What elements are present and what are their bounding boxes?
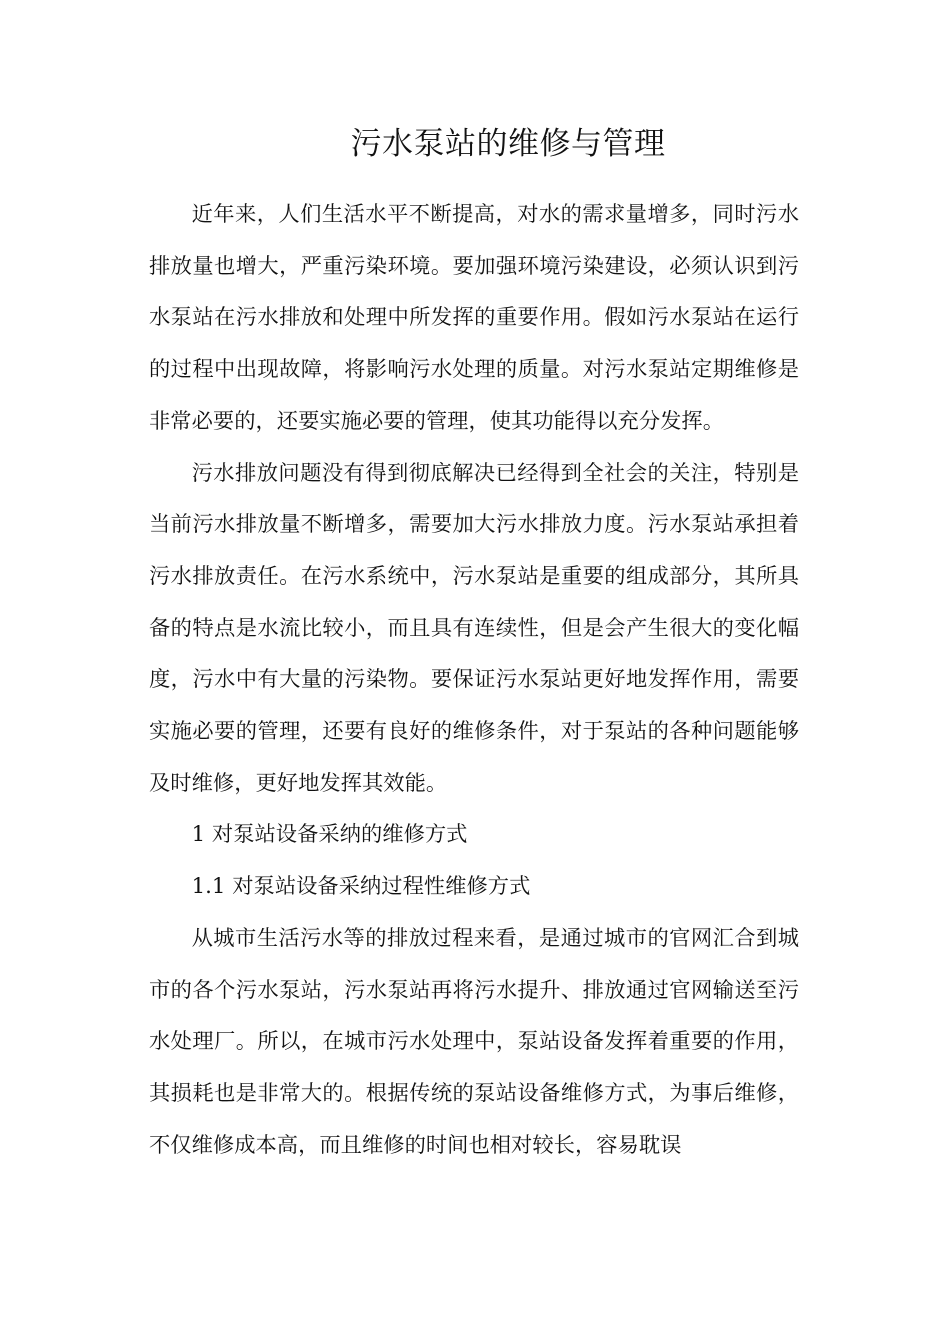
- document-title: 污水泵站的维修与管理: [350, 126, 666, 162]
- document-body: [149, 189, 799, 1171]
- section-heading-1: 1 对泵站设备采纳的维修方式: [191, 822, 468, 848]
- paragraph-intro: 近年来，人们生活水平不断提高，对水的需求量增多，同时污水排放量也增大，严重污染环境。要加强环境污染建设，必须认识到污水泵站在污水排放和处理中所发挥的重要作用。假如污水泵站在运行的过程中出现故障，将影响污水处理的质量。对污水泵站定期维修是非常必要的，还要实施必要的管理，使其功能得以充分发挥。: [149, 202, 799, 434]
- section-heading-1-1: 1.1 对泵站设备采纳过程性维修方式: [191, 874, 531, 900]
- paragraph-section-1-1: 从城市生活污水等的排放过程来看，是通过城市的官网汇合到城市的各个污水泵站，污水泵站再将污水提升、排放通过官网输送至污水处理厂。所以，在城市污水处理中，泵站设备发挥着重要的作用，其损耗也是非常大的。根据传统的泵站设备维修方式，为事后维修，不仅维修成本高，而且维修的时间也相对较长，容易耽误: [149, 925, 799, 1158]
- paragraph-background: 污水排放问题没有得到彻底解决已经得到全社会的关注，特别是当前污水排放量不断增多，需要加大污水排放力度。污水泵站承担着污水排放责任。在污水系统中，污水泵站是重要的组成部分，其所具备的特点是水流比较小，而且具有连续性，但是会产生很大的变化幅度，污水中有大量的污染物。要保证污水泵站更好地发挥作用，需要实施必要的管理，还要有良好的维修条件，对于泵站的各种问题能够及时维修，更好地发挥其效能。: [149, 460, 799, 796]
